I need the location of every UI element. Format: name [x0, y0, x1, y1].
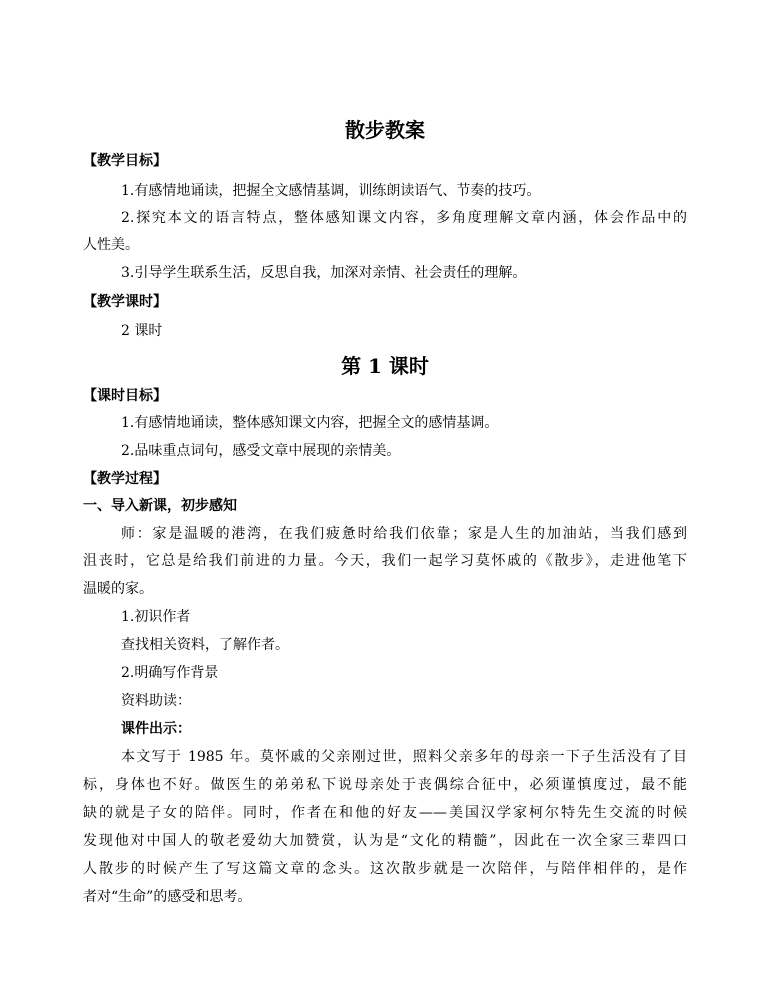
- background-line-4: 发现他对中国人的敬老爱幼大加赞赏，认为是“文化的精髓”，因此在一次全家三辈四口: [83, 833, 687, 849]
- section-heading-process: 【教学过程】: [83, 471, 167, 487]
- courseware-label: 课件出示：: [121, 721, 191, 737]
- background-line-5: 人散步的时候产生了写这篇文章的念头。这次散步就是一次陪伴，与陪伴相伴的，是作: [83, 861, 687, 877]
- doc-title: 散步教案: [345, 118, 425, 142]
- background-line-2: 标，身体也不好。做医生的弟弟私下说母亲处于丧偶综合征中，必须谨慎度过，最不能: [83, 777, 687, 793]
- lesson-title: 第 1 课时: [341, 354, 429, 378]
- item-1-text: 查找相关资料，了解作者。: [121, 637, 289, 653]
- item-2-heading: 2.明确写作背景: [121, 665, 219, 681]
- item-1-heading: 1.初识作者: [121, 609, 191, 625]
- goal-2-line-1: 2.探究本文的语言特点，整体感知课文内容，多角度理解文章内涵，体会作品中的: [121, 210, 687, 226]
- intro-line-1: 师：家是温暖的港湾，在我们疲惫时给我们依靠；家是人生的加油站，当我们感到: [121, 526, 687, 542]
- intro-line-2: 沮丧时，它总是给我们前进的力量。今天，我们一起学习莫怀戚的《散步》，走进他笔下: [83, 553, 687, 569]
- goal-1: 1.有感情地诵读，把握全文感情基调，训练朗读语气、节奏的技巧。: [121, 183, 541, 199]
- background-line-1: 本文写于 1985 年。莫怀戚的父亲刚过世，照料父亲多年的母亲一下子生活没有了目: [121, 749, 687, 765]
- section-heading-goals: 【教学目标】: [83, 153, 167, 169]
- lesson-goal-1: 1.有感情地诵读，整体感知课文内容，把握全文的感情基调。: [121, 415, 499, 431]
- background-line-6: 者对“生命”的感受和思考。: [83, 889, 252, 905]
- hours-text: 2 课时: [121, 323, 163, 339]
- item-2-text: 资料助读：: [121, 693, 191, 709]
- section-heading-hours: 【教学课时】: [83, 294, 167, 310]
- goal-2-line-2: 人性美。: [83, 237, 139, 253]
- step-1-heading: 一、导入新课，初步感知: [83, 498, 237, 514]
- goal-3: 3.引导学生联系生活，反思自我，加深对亲情、社会责任的理解。: [121, 265, 527, 281]
- background-line-3: 缺的就是子女的陪伴。同时，作者在和他的好友——美国汉学家柯尔特先生交流的时候: [83, 805, 687, 821]
- lesson-goal-2: 2.品味重点词句，感受文章中展现的亲情美。: [121, 443, 401, 459]
- intro-line-3: 温暖的家。: [83, 581, 153, 597]
- section-heading-lesson-goals: 【课时目标】: [83, 388, 167, 404]
